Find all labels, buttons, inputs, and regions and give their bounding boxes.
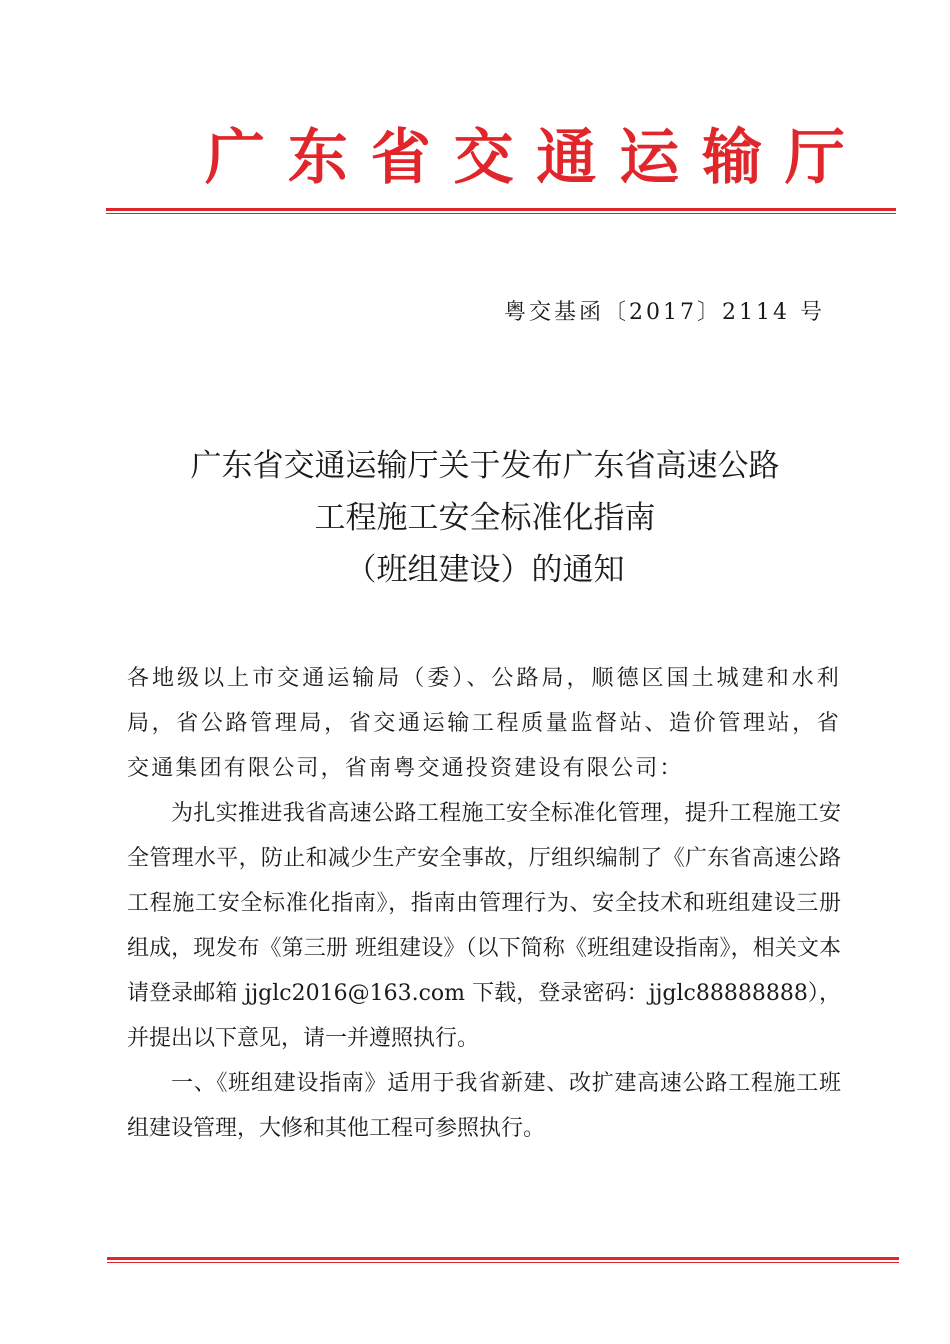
document-title xyxy=(100,440,870,596)
body-paragraph: 一、《班组建设指南》适用于我省新建、改扩建高速公路工程施工班组建设管理，大修和其他工程可参照执行。 xyxy=(127,1071,841,1141)
masthead-char: 交 xyxy=(453,123,514,193)
masthead-char: 广 xyxy=(205,123,265,193)
footer-divider xyxy=(107,1257,899,1263)
title-line: （班组建设）的通知 xyxy=(345,552,625,588)
masthead-char: 通 xyxy=(536,123,597,193)
masthead-char: 省 xyxy=(370,123,431,193)
document-body xyxy=(127,656,841,1151)
body-paragraph: 为扎实推进我省高速公路工程施工安全标准化管理，提升工程施工安全管理水平，防止和减少生产安全事故，厅组织编制了《广东省高速公路工程施工安全标准化指南》，指南由管理行为、安全技术和班组建设三册组成，现发布《第三册 班组建设》（以下简称《班组建设指南》，相关文本请登录邮箱 jjglc2016@163.com 下载，登录密码：jjglc88888888），并提出以下意见，请一并遵照执行。 xyxy=(127,801,841,1051)
masthead-char: 输 xyxy=(702,123,763,193)
title-line: 工程施工安全标准化指南 xyxy=(314,500,656,536)
masthead-char: 东 xyxy=(287,123,348,193)
addressee-paragraph: 各地级以上市交通运输局（委）、公路局，顺德区国土城建和水利局，省公路管理局，省交通运输工程质量监督站、造价管理站，省交通集团有限公司，省南粤交通投资建设有限公司： xyxy=(127,666,841,781)
issuing-authority-masthead xyxy=(205,118,845,198)
masthead-char: 厅 xyxy=(784,123,845,193)
masthead-char: 运 xyxy=(619,123,680,193)
header-divider xyxy=(106,208,896,214)
title-line: 广东省交通运输厅关于发布广东省高速公路 xyxy=(190,448,780,484)
document-number: 粤交基函〔2017〕2114 号 xyxy=(504,300,825,325)
